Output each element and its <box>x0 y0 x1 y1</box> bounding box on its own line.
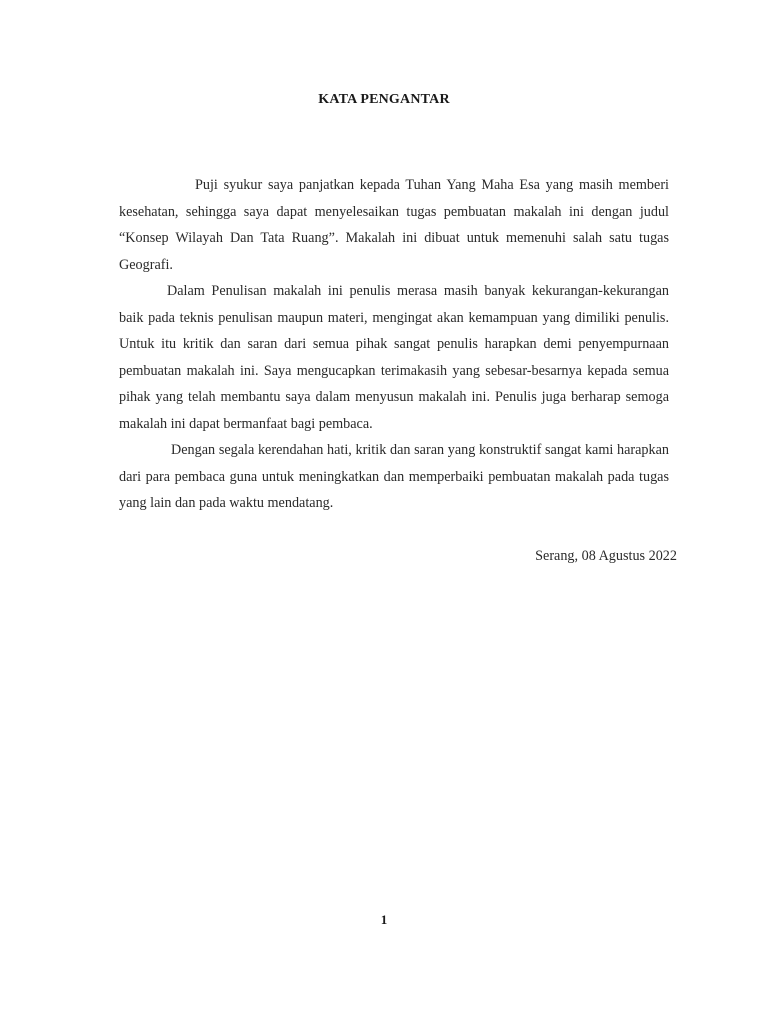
place-date-signoff: Serang, 08 Agustus 2022 <box>535 548 677 564</box>
paragraph-2: Dalam Penulisan makalah ini penulis merasa masih banyak kekurangan-kekurangan baik pada teknis penulisan maupun materi, mengingat akan kemampuan yang dimiliki penulis. Untuk itu kritik dan saran dari semua pihak sangat penulis harapkan demi penyempurnaan pembuatan makalah ini. Saya mengucapkan terimakasih yang sebesar-besarnya kepada semua pihak yang telah membantu saya dalam menyusun makalah ini. Penulis juga berharap semoga makalah ini dapat bermanfaat bagi pembaca. <box>119 283 669 432</box>
paragraph-1: Puji syukur saya panjatkan kepada Tuhan Yang Maha Esa yang masih memberi kesehatan, sehingga saya dapat menyelesaikan tugas pembuatan makalah ini dengan judul “Konsep Wilayah Dan Tata Ruang”. Makalah ini dibuat untuk memenuhi salah satu tugas Geografi. <box>119 177 669 273</box>
paragraph-3: Dengan segala kerendahan hati, kritik dan saran yang konstruktif sangat kami harapkan dari para pembaca guna untuk meningkatkan dan memperbaiki pembuatan makalah pada tugas yang lain dan pada waktu mendatang. <box>119 442 669 511</box>
page-number: 1 <box>380 912 388 927</box>
page-title: KATA PENGANTAR <box>318 92 450 107</box>
body-text <box>119 172 669 517</box>
